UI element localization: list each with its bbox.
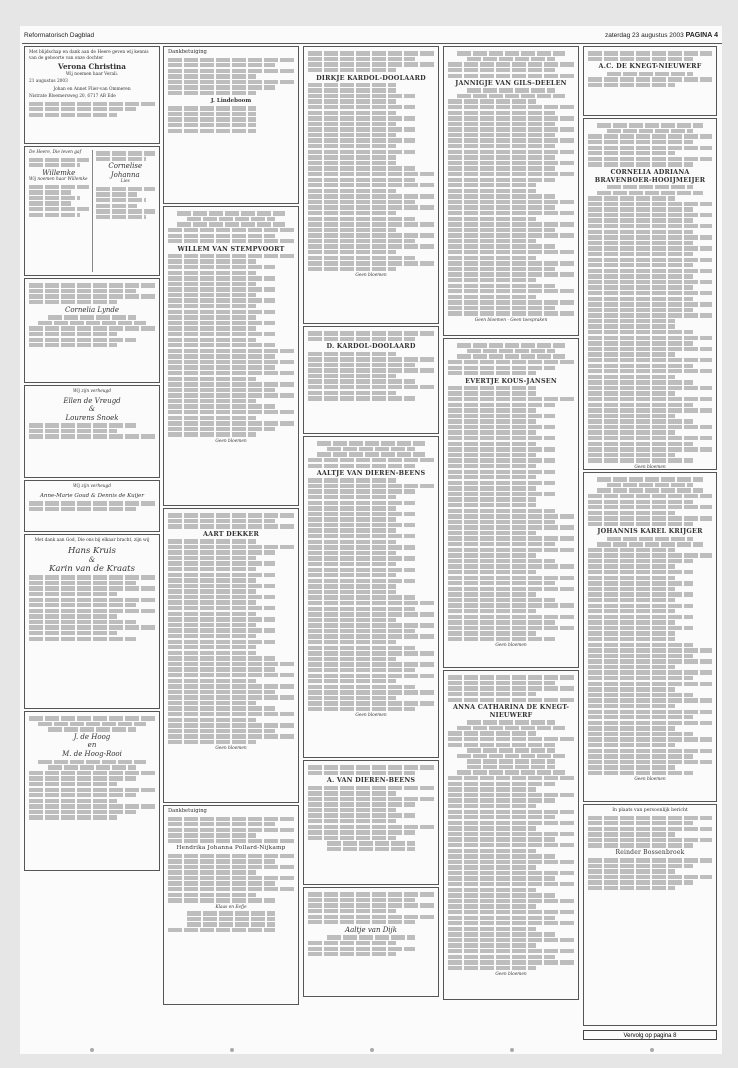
crop-mark bbox=[650, 1048, 654, 1052]
anniversary-de-hoog: J. de Hoog en M. de Hoog-Rooi bbox=[24, 711, 160, 871]
engagement-ellen-lourens: Wij zijn verheugd Ellen de Vreugd & Lourens Snoek bbox=[24, 385, 160, 478]
obituary-kardol-doolaard: DIRKJE KARDOL-DOOLAARD Geen bloemen bbox=[303, 46, 439, 324]
wedding-hans-karin: Met dank aan God, Die ons bij elkaar bracht, zijn wij Hans Kruis & Karin van de Kraats bbox=[24, 534, 160, 709]
crop-mark bbox=[370, 1048, 374, 1052]
page-date: zaterdag 23 augustus 2003 PAGINA 4 bbox=[604, 32, 718, 39]
column-2 bbox=[163, 46, 299, 1046]
column-3 bbox=[303, 46, 439, 1046]
notice-ac-de-knegt: A.C. DE KNEGT-NIEUWERF bbox=[583, 46, 717, 116]
continue-on-page-8[interactable]: Vervolg op pagina 8 bbox=[583, 1030, 717, 1040]
birth-announcement-cornelia: Cornelia Lynde bbox=[24, 278, 160, 383]
notice-a-van-dieren-beens: A. VAN DIEREN-BEENS bbox=[303, 760, 439, 885]
header-rule bbox=[22, 43, 722, 44]
birth-right: Cornelise Johanna Lies bbox=[92, 150, 156, 272]
obituary-van-gils-deelen: JANNIGJE VAN GILS-DEELEN Geen bloemen - Geen toespraken bbox=[443, 46, 579, 336]
obituary-kous-jansen: EVERTJE KOUS-JANSEN Geen bloemen bbox=[443, 338, 579, 668]
obituary-de-knegt-nieuwerf: ANNA CATHARINA DE KNEGT-NIEUWERF Geen bloemen bbox=[443, 670, 579, 1000]
thanks-lindeboom: Dankbetuiging J. Lindeboom bbox=[163, 46, 299, 204]
obituary-aart-dekker: AART DEKKER Geen bloemen bbox=[163, 508, 299, 803]
column-5 bbox=[583, 46, 717, 1046]
obituary-van-stempvoort: WILLEM VAN STEMPVOORT Geen bloemen bbox=[163, 206, 299, 506]
obituary-van-dieren-beens: AALTJE VAN DIEREN-BEENS Geen bloemen bbox=[303, 436, 439, 758]
page-header bbox=[22, 30, 722, 44]
notice-bossenbroek: In plaats van persoonlijk bericht Reinder Bossenbroek bbox=[583, 804, 717, 1026]
birth-announcement-twin bbox=[24, 146, 160, 276]
obituary-bravenboer-hooijmeijer: CORNELIA ADRIANA BRAVENBOER-HOOIJMEIJER Geen bloemen bbox=[583, 118, 717, 470]
crop-mark bbox=[510, 1048, 514, 1052]
birth-left: De Heere, Die leven gaf Willemke Wij noemen haar Willemke bbox=[29, 150, 89, 272]
newspaper-name: Reformatorisch Dagblad bbox=[24, 32, 95, 39]
birth-announcement-verona: Met blijdschap en dank aan de Heere geven wij kennis van de geboorte van onze dochter Verona Christina Wij noemen haar Verali. 21 augustus 2003 Johan en Annet Flier-van Ommeren Nistrate Bloemersweg 20, 6717 AB Ede bbox=[24, 46, 160, 144]
crop-mark bbox=[90, 1048, 94, 1052]
crop-mark bbox=[230, 1048, 234, 1052]
column-4 bbox=[443, 46, 579, 1046]
thanks-pollard-nijkamp: Dankbetuiging Hendrika Johanna Pollard-Nijkamp Klaas en Eefje bbox=[163, 805, 299, 1005]
child-name: Verona Christina bbox=[58, 62, 126, 71]
column-1 bbox=[24, 46, 160, 1046]
obituary-kruger: JOHANNIS KAREL KRIJGER Geen bloemen bbox=[583, 472, 717, 802]
notice-aaltje-van-dijk: Aaltje van Dijk bbox=[303, 887, 439, 997]
notice-kardol-doolaard: D. KARDOL-DOOLAARD bbox=[303, 326, 439, 434]
engagement-anne-marie: Wij zijn verheugd Anne-Marie Goud & Dennis de Kuijer bbox=[24, 480, 160, 532]
